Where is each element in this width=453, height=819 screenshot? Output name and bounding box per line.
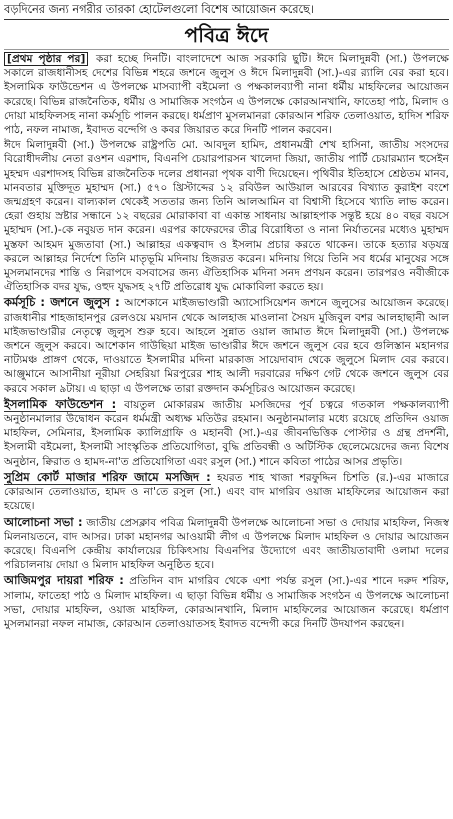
paragraph-text: করা হচ্ছে দিনটি। বাংলাদেশে আজ সরকারি ছুটি। ঈদে মিলাদুন্নবী (সা.) উপলক্ষে সকালে রাজধানীসহ দেশের বিভিন্ন শহরে জশনে জুলুস ও ঈদে মিলাদুন্নবী (সা.)-এর র‌্যালি বের করা হবে। ইসলামিক ফাউন্ডেশন এ উপলক্ষে মাসব্যাপী বইমেলা ও পক্ষকালব্যাপী নানা ধর্মীয় মাহফিলের আয়োজন করেছে। বিভিন্ন রাজনৈতিক, ধর্মীয় ও সামাজিক সংগঠন এ উপলক্ষে কোরআনখানি, ফাতেহা পাঠ, মিলাদ ও দোয়া মাহফিলসহ নানা কর্মসূচি পালন করছে। ধর্মপ্রাণ মুসলমানরা কোরআন শরিফ তেলাওয়াত, হাদিস শরিফ পাঠ, নফল নামাজ, ইবাদত বন্দেগি ও কবর জিয়ারত করে দিনটি পালন করবেন। (4, 53, 449, 137)
section-azimpur-dayra-sharif (4, 573, 449, 631)
section-heading: ইসলামিক ফাউন্ডেশন : (4, 396, 117, 411)
section-islamic-foundation (4, 397, 449, 469)
article-headline: পবিত্র ঈদে (4, 20, 449, 50)
section-heading: আলোচনা সভা : (4, 514, 83, 529)
continued-from-front-page-label: [প্রথম পৃষ্ঠার পর] (4, 52, 88, 66)
section-text: জাতীয় প্রেসক্লাব পবিত্র মিলাদুন্নবী উপলক্ষে আলোচনা সভা ও দোয়ার মাহফিল, নিজস্ব মিলনায়তনে, বাদ আসর। ঢাকা মহানগর আওয়ামী লীগ এ উপলক্ষে মিলাদ মাহফিল ও দোয়ার আয়োজন করেছে। বিএনপি কেন্দ্রীয় কার্যালয়ের চিকিৎসায় বিএনপির উদ্যোগে এবং জাতীয়তাবাদী ওলামা দলের পরিচালনায় দোয়া ও মিলাদ মাহফিল অনুষ্ঠিত হবে। (4, 516, 449, 572)
previous-article-tail: বড়দিনের জন্য নগরীর তারকা হোটেলগুলো বিশেষ আয়োজন করেছে। (4, 2, 449, 20)
section-text: বায়তুল মোকাররম জাতীয় মসজিদের পূর্ব চত্বরে গতকাল পক্ষকালব্যাপী অনুষ্ঠানমালার উদ্বোধন করেন ধর্মমন্ত্রী অধ্যক্ষ মতিউর রহমান। অনুষ্ঠানমালার মধ্যে রয়েছে প্রতিদিন ওয়াজ মাহফিল, সেমিনার, ইসলামিক ক্যালিগ্রাফি ও মহানবী (সা.)-এর জীবনভিত্তিক পোস্টার ও গ্রন্থ প্রদর্শনী, ইসলামী বইমেলা, ইসলামী সাংস্কৃতিক প্রতিযোগিতা, বুদ্ধি প্রতিবন্ধী ও অটিস্টিক ছেলেমেয়েদের জন্য বিশেষ অনুষ্ঠান, ক্বিরাত ও হামদ-না'ত প্রতিযোগিতা এবং রসুল (সা.) শানে কবিতা পাঠের আসর প্রভৃতি। (4, 398, 449, 468)
section-heading: সুপ্রিম কোর্ট মাজার শরিফ জামে মসজিদ : (4, 469, 211, 484)
section-supreme-court-mosque (4, 470, 449, 514)
article-paragraph-2: ঈদে মিলাদুন্নবী (সা.) উপলক্ষে রাষ্ট্রপতি মো. আবদুল হামিদ, প্রধানমন্ত্রী শেখ হাসিনা, জাতীয় সংসদের বিরোধীদলীয় নেতা রওশন এরশাদ, বিএনপি চেয়ারপারসন খালেদা জিয়া, জাতীয় পার্টি চেয়ারম্যান হুসেইন মুহম্মদ এরশাদসহ বিভিন্ন রাজনৈতিক দলের প্রধানরা পৃথক বাণী দিয়েছেন। পৃথিবীর ইতিহাসে শ্রেষ্ঠতম মানব, মানবতার মুক্তিদূত মুহাম্মদ (সা.) ৫৭০ খ্রিস্টাব্দের ১২ রবিউল আউয়াল আরবের বিখ্যাত কুরাইশ বংশে জন্মগ্রহণ করেন। বাল্যকাল থেকেই সততার জন্য তিনি আলআমিন বা বিশ্বাসী হিসেবে খ্যাতি লাভ করেন। হেরা গুহায় স্রষ্টার সন্ধানে ১২ বছরের মোরাকাবা বা একান্ত সাধনায় আল্লাহপাক সন্তুষ্ট হয়ে ৪০ বছর বয়সে মুহাম্মদ (সা.)-কে নবুয়ত দান করেন। এরপর কাফেরদের তীব্র বিরোধিতা ও নানা নির্যাতনের মধ্যেও মুহাম্মদ মুস্তফা আহমদ মুজতাবা (সা.) আল্লাহর একত্ববাদ ও ইসলাম প্রচার করতে থাকেন। তাকে হত্যার ষড়যন্ত্র করলে আল্লাহর নির্দেশে তিনি মাতৃভূমি মদিনায় হিজরত করেন। মদিনায় গিয়ে তিনি সব ধর্মের মানুষের সঙ্গে মুসলমানদের শান্তি ও নিরাপদে বসবাসের জন্য ঐতিহাসিক মদিনা সনদ প্রণয়ন করেন। তারপরও নবীজীকে ঐতিহাসিক বদর যুদ্ধ, ওহুদ যুদ্ধসহ ২৭টি প্রতিরোধ যুদ্ধ মোকাবিলা করতে হয়। (4, 139, 449, 294)
section-text: প্রতিদিন বাদ মাগরিব থেকে এশা পর্যন্ত রসুল (সা.)-এর শানে দরুদ শরিফ, সালাম, ফাতেহা পাঠ ও মিলাদ মাহফিল। এ ছাড়া বিভিন্ন ধর্মীয় ও সামাজিক সংগঠন এ উপলক্ষে আলোচনা সভা, দোয়ার মাহফিল, ওয়াজ মাহফিল, কোরআনখানি, মিলাদ মাহফিলের আয়োজন করেছে। ধর্মপ্রাণ মুসলমানরা নফল নামাজ, কোরআন তেলাওয়াতসহ ইবাদত বন্দেগী করে দিনটি উদযাপন করছেন। (4, 575, 450, 630)
section-heading: কর্মসূচি : জশনে জুলুস : (4, 295, 120, 310)
section-text: হযরত শাহ খাজা শরফুদ্দিন চিশতি (র.)-এর মাজারে কোরআন তেলাওয়াত, হামদ ও না'তে রসুল (সা.) এবং বাদ মাগরিব ওয়াজ মাহফিলের আয়োজন করা হয়েছে। (4, 471, 449, 513)
section-discussion-meeting (4, 515, 449, 573)
section-text: আশেকানে মাইজভাণ্ডারী অ্যাসোসিয়েশন জশনে জুলুসের আয়োজন করেছে। রাজধানীর শাহজাহানপুর রেলওয়ে ময়দান থেকে আলহাজ মাওলানা সৈয়দ মুজিবুল বশর আলহাছানী আল মাইজভাণ্ডারীর নেতৃত্বে জুলুস শুরু হবে। আহলে সুন্নাত ওয়াল জামাত ঈদে মিলাদুন্নবী (সা.) উপলক্ষে জশনে জুলুস করবে। আশেকান গাউছিয়া মাইজ ভাণ্ডারীর ঈদে জশনে জুলুস বের হবে গুলিস্তান মহানগর নাট্যমঞ্চ প্রাঙ্গণ থেকে, দাওয়াতে ইসলামীর মদিনা মারকাজ সায়েদাবাদ থেকে জুলুসে মিলাদ বের করবে। আঞ্জুমানে আসানীয়া নূরীয়া সেহরিয়া মিরপুরের শাহ আলী দরবারের দক্ষিণ গেট থেকে জশনে জুলুস বের করবে সকাল ৯টায়। এ ছাড়া এ উপলক্ষে তারা রক্তদান কর্মসূচিরও আয়োজন করেছে। (4, 297, 449, 395)
article-paragraph-1 (4, 52, 449, 137)
section-program (4, 295, 449, 395)
section-heading: আজিমপুর দায়রা শরিফ : (4, 573, 124, 588)
